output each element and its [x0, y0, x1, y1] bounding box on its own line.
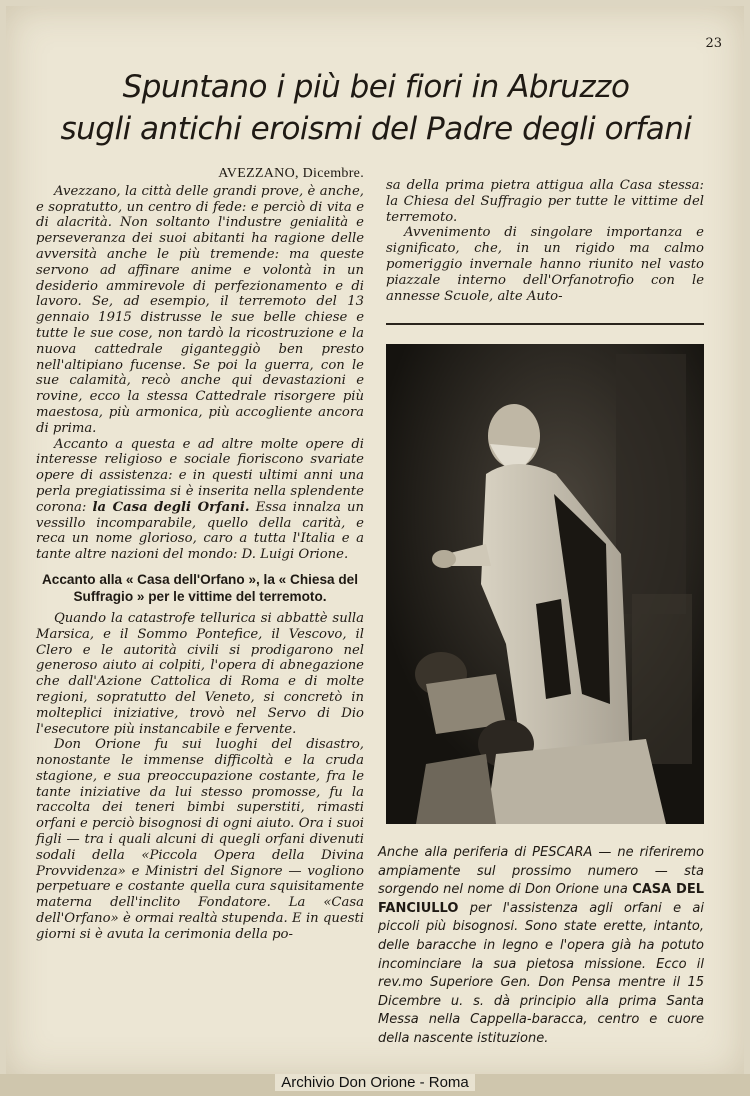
archive-footer [0, 1074, 750, 1094]
page-number: 23 [705, 36, 722, 51]
caption-text-1: Anche alla periferia di [378, 845, 527, 860]
title-line-2: sugli antichi eroismi del Padre degli orfani [60, 111, 692, 147]
column-divider-rule [386, 323, 704, 325]
paragraph-1: Avezzano, la città delle grandi prove, è anche, e sopratutto, un centro di fede: e perciò di vita e di alacrità. Non soltanto l'industre genialità e perseveranza dei suoi abitanti ha ragione delle avversità anche le più tremende: ma queste servono ad affinare anime e volontà in un desiderio ammirevole di perfezionamento e di lavoro. Se, ad esempio, il terremoto del 13 gennaio 1915 distrusse le sue belle chiese e tutte le sue cose, non tardò la ricostruzione e la nuova cattedrale giganteggiò ben presto nell'altipiano fucense. Se poi la guerra, con le sue calamità, recò anche qui devastazioni e rovine, ecco la stessa Cattedrale risorgere più maestosa, più armonica, più accogliente ancora di prima. [36, 183, 364, 436]
article-title [26, 66, 726, 150]
right-column [386, 178, 704, 304]
photo-caption [378, 844, 704, 1049]
paragraph-continued: sa della prima pietra attigua alla Casa stessa: la Chiesa del Suffragio per tutte le vittime del terremoto. [386, 178, 704, 225]
dateline: AVEZZANO, Dicembre. [218, 166, 364, 181]
paragraph-3: Quando la catastrofe tellurica si abbattè sulla Marsica, e il Sommo Pontefice, il Vescovo, il Clero e le autorità civili si prodigarono nel generoso aiuto ai colpiti, l'opera di abnegazione che dall'Azione Cattolica di Roma e di molte regioni, sopratutto del Veneto, si concretò in molteplici iniziative, trovò nel Servo di Dio l'esecutore più instancabile e fervente. [36, 610, 364, 737]
paragraph-2 [36, 437, 364, 563]
archive-footer-text: Archivio Don Orione - Roma [275, 1074, 475, 1091]
caption-text-3: per l'assistenza agli orfani e ai piccoli più bisognosi. Sono state erette, intanto, delle baracche in legno e l'opera già ha potuto incominciare la sua pietosa missione. Ecco il rev.mo Superiore Gen. Don Pensa mentre il 15 Dicembre u. s. dà principio alla prima Santa Messa nella Cappella-baracca, centro e cuore della nascente istituzione. [378, 900, 704, 1046]
paragraph-2-text-end: Essa innalza un vessillo incomparabile, quello della carità, e reca un nome glorioso, caro a tutta l'Italia e a tante altre nazioni del mondo: D. Luigi Orione. [36, 499, 364, 563]
title-line-1: Spuntano i più bei fiori in Abruzzo [122, 69, 630, 105]
caption-city: PESCARA [532, 845, 593, 860]
section-subheading: Accanto alla « Casa dell'Orfano », la « Chiesa del Suffragio » per le vittime del terremoto. [41, 571, 358, 604]
caption-text-2: — ne riferiremo ampiamente sul prossimo numero — sta sorgendo nel nome di Don Orione una [378, 845, 705, 898]
paragraph-2-text: Accanto a questa e ad altre molte opere di interesse religioso e sociale fioriscono svariate opere di assistenza: e in questi ultimi anni una perla pregiatissima si è inserita nella splendente corona: [36, 436, 364, 515]
left-column [36, 166, 364, 943]
caption-bold: CASA DEL FANCIULLO [378, 882, 704, 916]
paragraph-2-bold: la Casa degli Orfani. [92, 499, 250, 515]
paragraph-4: Don Orione fu sui luoghi del disastro, nonostante le immense difficoltà e la cruda stagione, e sua preoccupazione costante, fra le tante iniziative da lui stesso promosse, fu la raccolta dei teneri bimbi superstiti, rimasti orfani e perciò bisognosi di ogni aiuto. Ora i suoi figli — tra i quali alcuni di quegli orfani divenuti sodali della «Piccola Opera della Divina Provvidenza» e Ministri del Signore — vogliono perpetuare e costante quella cura squisitamente materna dell'inclito Fondatore. La «Casa dell'Orfano» è ormai realtà stupenda. E in questi giorni si è avuta la cerimonia della po- [36, 737, 364, 942]
photo-priest-mass [386, 344, 704, 824]
magazine-page [6, 6, 744, 1078]
paragraph-5: Avvenimento di singolare importanza e significato, che, in un rigido ma calmo pomeriggio invernale hanno riunito nel vasto piazzale interno dell'Orfanotrofio con le annesse Scuole, alte Auto- [386, 225, 704, 304]
photo-illustration [386, 344, 704, 824]
